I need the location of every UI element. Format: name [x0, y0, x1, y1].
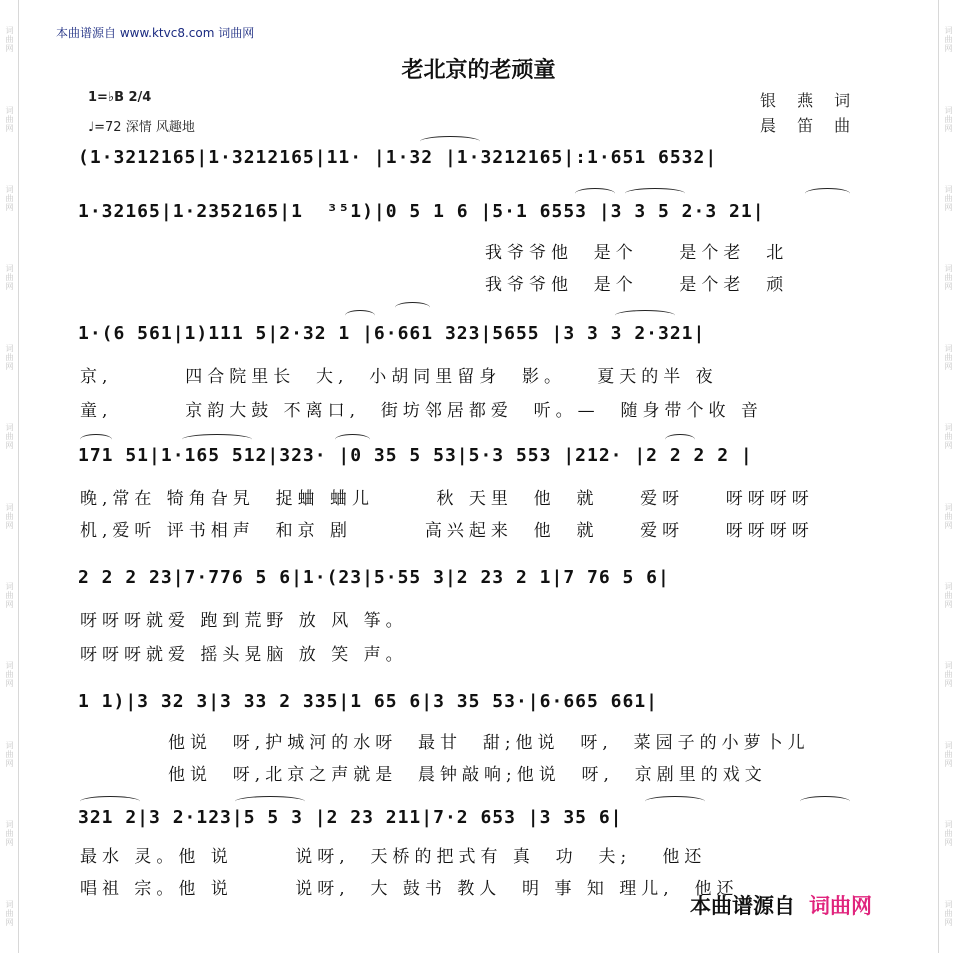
lyricist-credit: 银 燕 词: [760, 91, 859, 110]
edge-watermark: 词曲网: [944, 899, 953, 927]
notation-line-5: 2 2 2 23|7·776 5 6|1·(23|5·55 3|2 23 2 1|7 76 5 6|: [78, 567, 670, 588]
slur: [345, 310, 375, 321]
slur: [805, 188, 850, 199]
edge-watermark: 词曲网: [5, 661, 14, 689]
lyric-line: 他说 呀,北京之声就是 晨钟敲响;他说 呀, 京剧里的戏文: [168, 765, 767, 785]
edge-watermark: 词曲网: [944, 105, 953, 133]
edge-watermark: 词曲网: [5, 264, 14, 292]
footer-brand-right: 词曲网: [809, 894, 872, 918]
edge-watermark: 词曲网: [944, 185, 953, 213]
edge-watermark: 词曲网: [944, 740, 953, 768]
edge-watermark: 词曲网: [944, 582, 953, 610]
edge-watermark: 词曲网: [5, 899, 14, 927]
lyric-line: 童, 京韵大鼓 不离口, 街坊邻居都爱 听。— 随身带个收 音: [80, 401, 763, 421]
notation-line-4: 171 51|1·165 512|323· |0 35 5 53|5·3 553 |212· |2 2 2 2 |: [78, 445, 753, 466]
edge-watermark: 词曲网: [944, 820, 953, 848]
edge-watermark: 词曲网: [944, 26, 953, 54]
site-header: 本曲谱源自 www.ktvc8.com 词曲网: [56, 26, 255, 40]
tempo-marking: ♩=72 深情 风趣地: [88, 120, 195, 135]
slur: [395, 302, 430, 313]
edge-watermark: 词曲网: [5, 740, 14, 768]
slur: [420, 136, 480, 147]
slur: [80, 434, 112, 445]
slur: [665, 434, 695, 445]
edge-watermark: 词曲网: [944, 423, 953, 451]
slur: [615, 310, 675, 321]
edge-watermark: 词曲网: [5, 26, 14, 54]
notation-line-7: 321 2|3 2·123|5 5 3 |2 23 211|7·2 653 |3 35 6|: [78, 807, 623, 828]
footer-brand-left: 本曲谱源自: [690, 894, 795, 918]
slur: [575, 188, 615, 199]
slur: [800, 796, 850, 807]
edge-watermark: 词曲网: [5, 105, 14, 133]
edge-watermark: 词曲网: [944, 343, 953, 371]
slur: [182, 434, 252, 445]
edge-watermark: 词曲网: [944, 264, 953, 292]
composer-credit: 晨 笛 曲: [760, 116, 859, 135]
lyric-line: 我爷爷他 是个 是个老 顽: [485, 275, 789, 295]
slur: [80, 796, 140, 807]
lyric-line: 最水 灵。他 说 说呀, 天桥的把式有 真 功 夫; 他还: [80, 847, 707, 867]
edge-watermark: 词曲网: [944, 661, 953, 689]
edge-watermark: 词曲网: [5, 820, 14, 848]
edge-watermark: 词曲网: [5, 502, 14, 530]
lyric-line: 晚,常在 犄角旮旯 捉蛐 蛐儿 秋 天里 他 就 爱呀 呀呀呀呀: [80, 489, 814, 509]
lyric-line: 我爷爷他 是个 是个老 北: [485, 243, 789, 263]
lyric-line: 呀呀呀就爱 摇头晃脑 放 笑 声。: [80, 645, 408, 665]
song-title: 老北京的老顽童: [401, 58, 556, 83]
footer-brand: [690, 890, 872, 920]
slur: [645, 796, 705, 807]
key-signature: 1=♭B 2/4: [88, 90, 152, 105]
edge-watermark: 词曲网: [5, 343, 14, 371]
edge-watermark: 词曲网: [5, 185, 14, 213]
notation-line-6: 1 1)|3 32 3|3 33 2 335|1 65 6|3 35 53·|6·665 661|: [78, 691, 659, 712]
slur: [625, 188, 685, 199]
notation-line-1: (1·3212165|1·3212165|11· |1·32 |1·3212165|:1·651 6532|: [78, 147, 718, 168]
edge-watermark: 词曲网: [5, 423, 14, 451]
edge-watermark: 词曲网: [5, 582, 14, 610]
right-watermark-strip: [938, 0, 957, 953]
edge-watermark: 词曲网: [944, 502, 953, 530]
lyric-line: 京, 四合院里长 大, 小胡同里留身 影。 夏天的半 夜: [80, 367, 718, 387]
slur: [335, 434, 370, 445]
notation-line-2: 1·32165|1·2352165|1 ³⁵1)|0 5 1 6 |5·1 6553 |3 3 5 2·3 21|: [78, 201, 765, 222]
slur: [235, 796, 305, 807]
lyric-line: 呀呀呀就爱 跑到荒野 放 风 筝。: [80, 611, 408, 631]
lyric-line: 机,爱听 评书相声 和京 剧 高兴起来 他 就 爱呀 呀呀呀呀: [80, 521, 814, 541]
notation-line-3: 1·(6 561|1)111 5|2·32 1 |6·661 323|5655 |3 3 3 2·321|: [78, 323, 706, 344]
lyric-line: 他说 呀,护城河的水呀 最甘 甜;他说 呀, 菜园子的小萝卜儿: [168, 733, 810, 753]
lyric-line: 唱祖 宗。他 说 说呀, 大 鼓书 教人 明 事 知 理儿, 他还: [80, 879, 739, 899]
left-watermark-strip: [0, 0, 19, 953]
